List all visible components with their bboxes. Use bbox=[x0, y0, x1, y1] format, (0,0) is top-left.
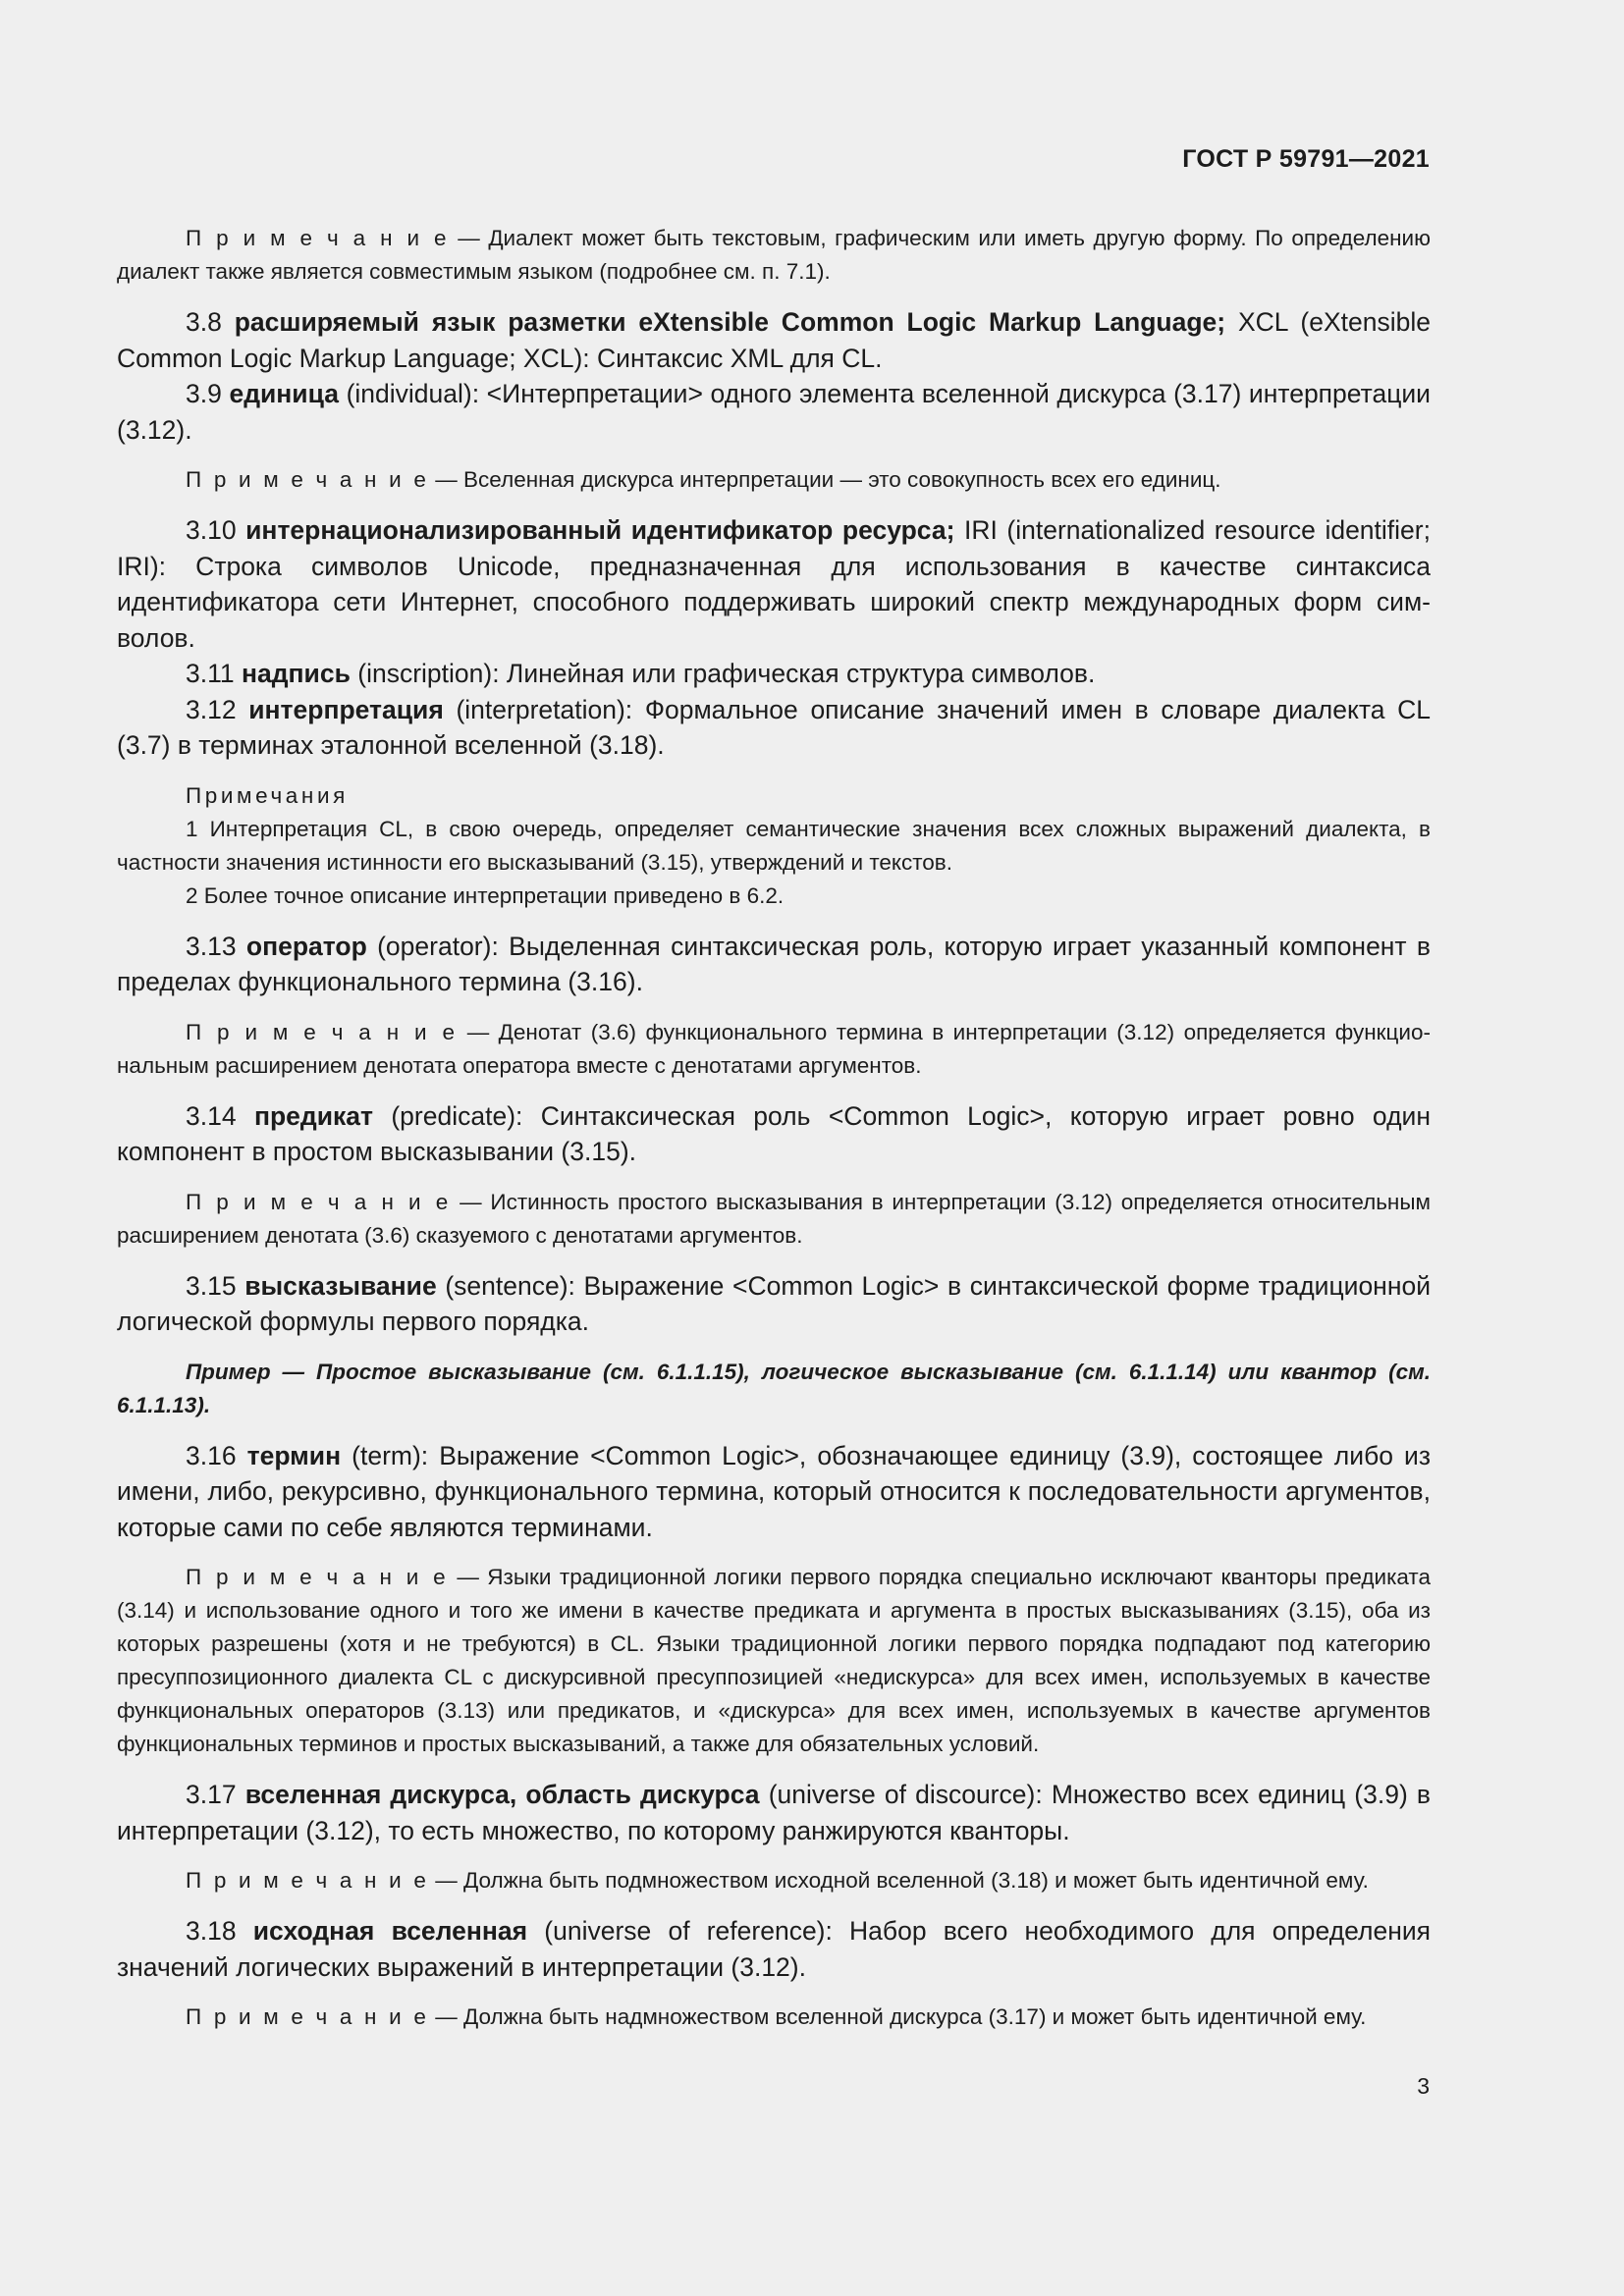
text-run: 1 Интерпретация CL, в свою очередь, определяет семантические значения всех сложных выражений диалекта, в частности значения истинности его высказываний (3.15), утверждений и текстов. bbox=[117, 816, 1431, 875]
note-paragraph bbox=[117, 1561, 1431, 1761]
term-name: исходная вселенная bbox=[252, 1916, 528, 1946]
text-run: Примечания bbox=[186, 782, 349, 808]
term-definition bbox=[117, 304, 1431, 376]
text-run: IRI (internationalized resource identifier; IRI): Строка символов Unicode, предназначенная для использования в качестве синтаксиса идентификатора сети Интернет, способного поддерживать широкий спектр международных форм символов. bbox=[117, 515, 1431, 653]
text-run: 3.12 bbox=[186, 694, 249, 724]
text-run: 3.14 bbox=[186, 1100, 254, 1131]
term-name: термин bbox=[246, 1440, 342, 1470]
text-run: — Истинность простого высказывания в интерпретации (3.12) определяется относительным расширением денотата (3.6) сказуемого с денотатами аргументов. bbox=[117, 1189, 1431, 1248]
text-run: (operator): Выделенная синтаксическая роль, которую играет указанный компонент в пределах функционального термина (3.16). bbox=[117, 931, 1431, 996]
note-paragraph bbox=[117, 463, 1431, 497]
note-paragraph bbox=[117, 1186, 1431, 1253]
term-name: интернационализированный идентификатор ресурса; bbox=[245, 515, 955, 545]
notes-heading bbox=[117, 779, 1431, 813]
text-run: — Диалект может быть текстовым, графическим или иметь другую форму. По определению диалект также является совместимым языком (подробнее см. п. 7.1). bbox=[117, 226, 1431, 284]
note-paragraph bbox=[117, 1016, 1431, 1083]
text-run: 2 Более точное описание интерпретации приведено в 6.2. bbox=[186, 882, 785, 908]
term-definition bbox=[117, 1268, 1431, 1340]
term-definition bbox=[117, 512, 1431, 656]
term-definition bbox=[117, 656, 1431, 692]
note-paragraph bbox=[117, 1356, 1431, 1422]
note-label: П р и м е ч а н и е bbox=[186, 1019, 459, 1044]
term-name: предикат bbox=[253, 1100, 373, 1131]
term-definition bbox=[117, 376, 1431, 448]
term-definition bbox=[117, 1098, 1431, 1170]
text-run: — Должна быть подмножеством исходной вселенной (3.18) и может быть идентичной ему. bbox=[429, 1868, 1369, 1893]
note-label: П р и м е ч а н и е bbox=[186, 1565, 449, 1589]
text-run: (universe of reference): Набор всего необходимого для определения значений логических выражений в интерпретации (3.12). bbox=[117, 1916, 1431, 1982]
text-run: 3.13 bbox=[186, 931, 246, 961]
text-run: 3.16 bbox=[186, 1440, 247, 1470]
term-definition bbox=[117, 929, 1431, 1000]
note-paragraph bbox=[117, 1864, 1431, 1897]
text-run: (interpretation): Формальное описание значений имен в словаре диалекта CL (3.7) в терминах эталонной вселенной (3.18). bbox=[117, 694, 1431, 760]
text-run: XCL (eXtensible Common Logic Markup Language; XCL): Синтаксис XML для CL. bbox=[117, 307, 1432, 373]
note-paragraph bbox=[117, 813, 1431, 880]
note-paragraph bbox=[117, 222, 1431, 289]
note-label: П р и м е ч а н и е bbox=[186, 1868, 430, 1893]
text-run: 3.17 bbox=[186, 1780, 245, 1809]
term-definition bbox=[117, 1777, 1431, 1848]
note-paragraph bbox=[117, 2001, 1431, 2034]
text-run: 3.18 bbox=[186, 1916, 253, 1946]
example-text: Пример — Простое высказывание (см. 6.1.1.15), логическое высказывание (см. 6.1.1.14) или квантор (см. 6.1.1.13). bbox=[117, 1359, 1431, 1417]
note-label: П р и м е ч а н и е bbox=[186, 467, 430, 492]
note-label: П р и м е ч а н и е bbox=[186, 1189, 452, 1214]
text-run: (individual): <Интерпретации> одного элемента вселенной дискурса (3.17) интерпретации (3.12). bbox=[117, 379, 1431, 445]
term-name: надпись bbox=[241, 659, 351, 688]
term-definition bbox=[117, 1913, 1431, 1985]
text-run: (term): Выражение <Common Logic>, обозначающее единицу (3.9), состоящее либо из имени, либо, рекурсивно, функционального термина, который относится к последовательности аргументов, которые сами по себе являются терминами. bbox=[117, 1440, 1431, 1542]
term-definition bbox=[117, 1438, 1431, 1546]
term-name: оператор bbox=[245, 931, 367, 961]
document-header: ГОСТ Р 59791—2021 bbox=[1182, 145, 1430, 173]
text-run: — Денотат (3.6) функционального термина в интерпретации (3.12) определяется функциональным расширением денотата оператора вместе с денотатами аргументов. bbox=[117, 1019, 1431, 1078]
page-number: 3 bbox=[1417, 2073, 1430, 2099]
term-name: высказывание bbox=[244, 1270, 437, 1301]
term-name: вселенная дискурса, область дискурса bbox=[244, 1780, 760, 1809]
text-run: (universe of discource): Множество всех единиц (3.9) в интерпретации (3.12), то есть множество, по которому ранжируются кванторы. bbox=[117, 1780, 1431, 1845]
document-body bbox=[117, 222, 1431, 2034]
note-label: П р и м е ч а н и е bbox=[186, 226, 450, 250]
text-run: (predicate): Синтаксическая роль <Common Logic>, которую играет ровно один компонент в простом высказывании (3.15). bbox=[117, 1100, 1431, 1166]
note-paragraph bbox=[117, 880, 1431, 913]
text-run: — Вселенная дискурса интерпретации — это совокупность всех его единиц. bbox=[429, 467, 1221, 492]
term-name: интерпретация bbox=[248, 694, 444, 724]
term-name: единица bbox=[229, 379, 339, 408]
text-run: 3.11 bbox=[186, 659, 242, 688]
text-run: — Языки традиционной логики первого порядка специально исключают кванторы предиката (3.14) и использование одного и того же имени в качестве предиката и аргумента в простых высказываниях (3.15), оба из которых разрешены (хотя и не требуются) в CL. Языки традиционной логики первого порядка подпадают под категорию пресуппозиционного диалекта CL с дискурсивной пресуппозицией «недискурса» для всех имен, используемых в качестве функциональных операторов (3.13) или предикатов, и «дискурса» для всех имен, используемых в качестве аргументов функциональных терминов и простых высказываний, а также для обязательных условий. bbox=[117, 1565, 1431, 1756]
text-run: — Должна быть надмножеством вселенной дискурса (3.17) и может быть идентичной ему. bbox=[429, 2004, 1367, 2029]
text-run: 3.15 bbox=[186, 1270, 245, 1301]
text-run: (sentence): Выражение <Common Logic> в синтаксической форме традиционной логической формулы первого порядка. bbox=[117, 1270, 1431, 1336]
term-definition bbox=[117, 692, 1431, 764]
text-run: 3.8 bbox=[186, 307, 235, 337]
term-name: расширяемый язык разметки eXtensible Common Logic Markup Language; bbox=[234, 307, 1226, 337]
text-run: (inscription): Линейная или графическая структура символов. bbox=[350, 659, 1096, 688]
text-run: 3.9 bbox=[186, 379, 230, 408]
note-label: П р и м е ч а н и е bbox=[186, 2004, 430, 2029]
text-run: 3.10 bbox=[186, 515, 246, 545]
